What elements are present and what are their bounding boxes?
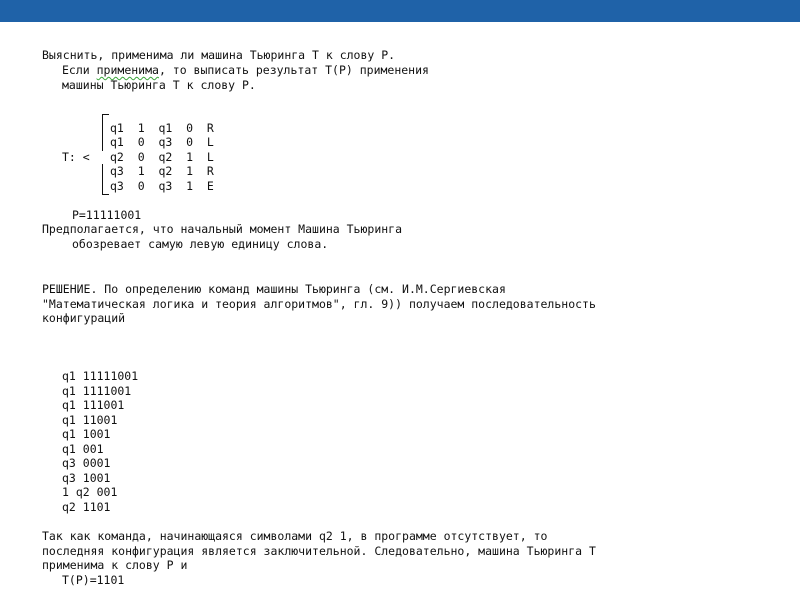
configuration-line: q1 11111001 xyxy=(62,369,139,383)
configuration-line: q2 1101 xyxy=(62,500,111,514)
configuration-line: q1 1111001 xyxy=(62,384,132,398)
result-line: T(P)=1101 xyxy=(62,573,125,587)
program-label: T: < xyxy=(62,150,90,164)
assumption-line-1: Предполагается, что начальный момент Машина Тьюринга xyxy=(42,222,403,236)
program-row-2: q1 0 q3 0 L xyxy=(110,135,214,149)
assumption-line-2: обозревает самую левую единицу слова. xyxy=(72,237,329,251)
configuration-line: q3 1001 xyxy=(62,471,111,485)
configuration-line: q1 111001 xyxy=(62,398,125,412)
solution-line-3: конфигураций xyxy=(42,311,126,325)
task-line-2 xyxy=(62,63,429,77)
task-line-2-pre: Если xyxy=(62,63,97,77)
program-brace-top xyxy=(102,114,109,151)
program-row-4: q3 1 q2 1 R xyxy=(110,164,214,178)
program-row-3: q2 0 q2 1 L xyxy=(110,150,214,164)
program-row-5: q3 0 q3 1 E xyxy=(110,179,214,193)
solution-line-1: РЕШЕНИЕ. По определению команд машины Тьюринга (см. И.М.Сергиевская xyxy=(42,282,506,296)
spellcheck-marked-word: применима xyxy=(96,63,159,77)
conclusion-line-3: применима к слову P и xyxy=(42,558,188,572)
task-line-2-post: , то выписать результат T(P) применения xyxy=(158,63,429,77)
solution-line-2: "Математическая логика и теория алгоритмов", гл. 9)) получаем последовательность xyxy=(42,297,596,311)
task-line-1: Выяснить, применима ли машина Тьюринга T к слову P. xyxy=(42,48,396,62)
configuration-line: q1 001 xyxy=(62,442,104,456)
program-row-1: q1 1 q1 0 R xyxy=(110,121,214,135)
conclusion-line-2: последняя конфигурация является заключительной. Следовательно, машина Тьюринга T xyxy=(42,544,596,558)
configuration-line: q1 1001 xyxy=(62,427,111,441)
task-line-3: машины Тьюринга T к слову P. xyxy=(62,78,256,92)
configuration-line: q3 0001 xyxy=(62,456,111,470)
conclusion-line-1: Так как команда, начинающаяся символами q2 1, в программе отсутствует, то xyxy=(42,529,548,543)
configuration-line: q1 11001 xyxy=(62,413,118,427)
input-word: P=11111001 xyxy=(72,208,142,222)
configuration-line: 1 q2 001 xyxy=(62,485,118,499)
program-brace-bottom xyxy=(102,164,109,195)
